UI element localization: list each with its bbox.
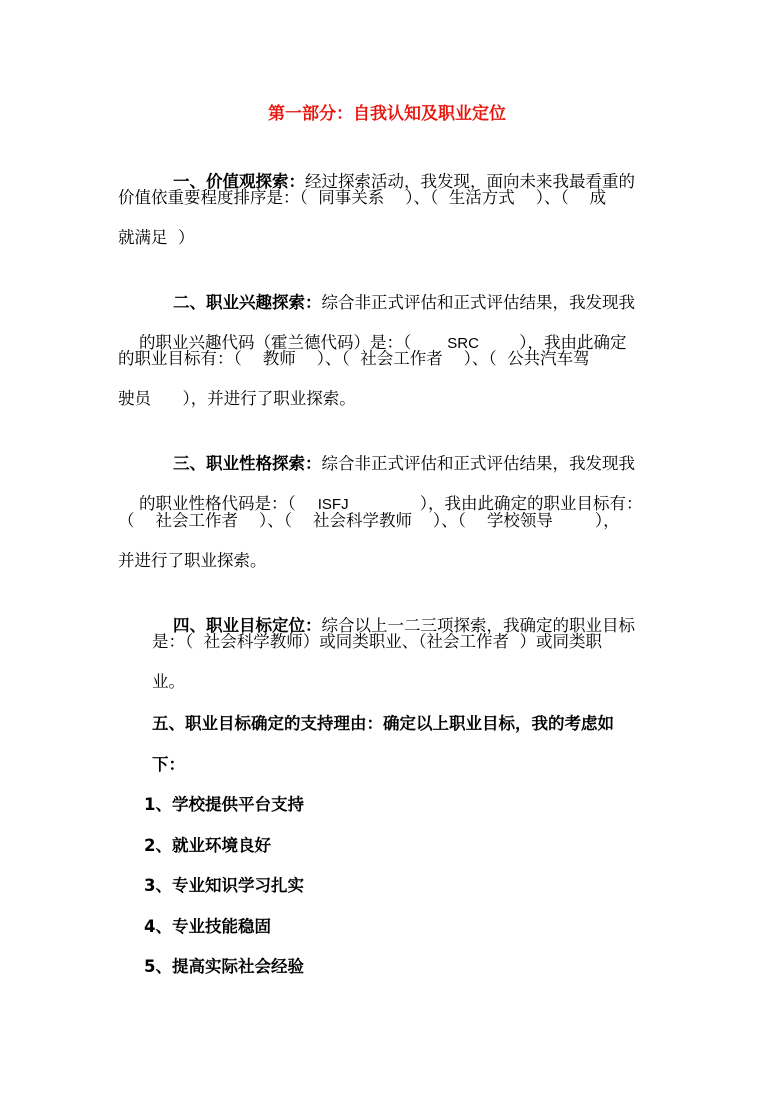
reason-item-1: 1、学校提供平台支持 (144, 795, 304, 814)
section2-line2-b: ），我由此确定 (519, 333, 627, 352)
section3-line3: （ 社会工作者 ）、（ 社会科学教师 ）、（ 学校领导 ）， (118, 511, 620, 530)
section5-line2: 下： (152, 755, 185, 774)
section2-line4: 驶员 ），并进行了职业探索。 (118, 389, 356, 408)
section2-text: 综合非正式评估和正式评估结果，我发现我 (321, 293, 635, 312)
section1-heading: 一、价值观探索： (172, 172, 305, 191)
section1-text: 经过探索活动，我发现，面向未来我最看重的 (304, 172, 635, 191)
holland-code: SRC (447, 335, 479, 352)
section3-line2-b: ），我由此确定的职业目标有： (419, 494, 643, 513)
reason-item-2: 2、就业环境良好 (144, 836, 271, 855)
reason-item-5: 5、提高实际社会经验 (144, 957, 304, 976)
section3-text: 综合非正式评估和正式评估结果，我发现我 (321, 454, 635, 473)
section3-line2-a: 的职业性格代码是：（ (138, 494, 296, 513)
section2-line2-a: 的职业兴趣代码（霍兰德代码）是：（ (138, 333, 412, 352)
page-title: 第一部分：自我认知及职业定位 (268, 104, 506, 124)
section3-line4: 并进行了职业探索。 (118, 551, 267, 570)
reason-item-4: 4、专业技能稳固 (144, 917, 271, 936)
section1-line3: 就满足 ） (118, 228, 195, 247)
section1-line2: 价值依重要程度排序是：（ 同事关系 ）、（ 生活方式 ）、（ 成 (118, 188, 607, 207)
personality-code: ISFJ (317, 496, 349, 513)
section4-line3: 业。 (152, 672, 185, 691)
reason-item-3: 3、专业知识学习扎实 (144, 876, 304, 895)
section2-line3: 的职业目标有：（ 教师 ）、（ 社会工作者 ）、（ 公共汽车驾 (118, 349, 590, 368)
section4-heading: 四、职业目标定位： (172, 616, 322, 635)
section4-line2: 是：（ 社会科学教师）或同类职业、（社会工作者 ）或同类职 (152, 632, 602, 651)
section2-heading: 二、职业兴趣探索： (172, 293, 322, 312)
section4-text: 综合以上一二三项探索，我确定的职业目标 (321, 616, 635, 635)
section3-heading: 三、职业性格探索： (172, 454, 322, 473)
section5-line1: 五、职业目标确定的支持理由：确定以上职业目标，我的考虑如 (152, 714, 614, 733)
